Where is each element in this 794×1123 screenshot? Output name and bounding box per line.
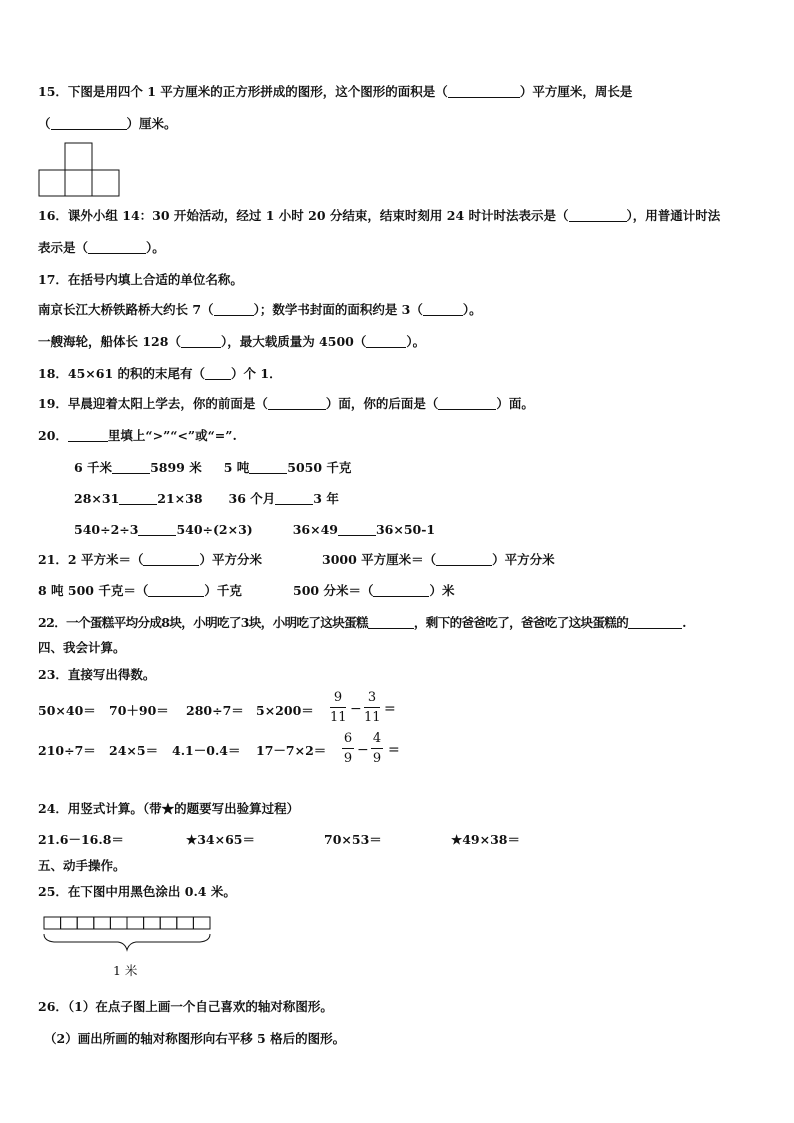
q23-equals-2: =: [388, 742, 400, 758]
q20-title-text: 里填上“>”“<”或“=”.: [107, 428, 237, 443]
q19-b: ）面，你的后面是（: [325, 396, 439, 411]
q15-open: （: [38, 116, 51, 131]
q22-c: .: [682, 615, 686, 630]
q20-r1c: 5 吨: [223, 460, 250, 475]
q23-r1-item1: 50×40＝: [38, 703, 96, 718]
q20-r2d: 3 年: [313, 491, 339, 506]
q17-bridge-unit-blank[interactable]: [214, 302, 254, 316]
q24-item3: 70×53＝: [324, 832, 382, 847]
ruler-cell[interactable]: [177, 917, 194, 929]
q22-b: ，剩下的爸爸吃了，爸爸吃了这块蛋糕的: [413, 615, 629, 630]
section-4-heading: 四、我会计算。: [38, 640, 126, 655]
q22-a: 22．一个蛋糕平均分成8块，小明吃了3块，小明吃了这块蛋糕: [38, 615, 368, 630]
frac-denominator: 9: [343, 751, 353, 766]
question-19: [38, 396, 534, 412]
q23-r2-item1: 210÷7＝: [38, 743, 96, 758]
q23-fraction-3-11: [364, 690, 380, 725]
q23-fraction-4-9: [371, 731, 383, 766]
q23-r1-item3: 280÷7＝: [186, 703, 244, 718]
q21-c2: ）千克: [204, 583, 242, 598]
q17-l2b: ），最大载质量为 4500（: [220, 334, 367, 349]
q21-c-blank[interactable]: [148, 583, 204, 597]
q20-r1-blank1[interactable]: [112, 460, 150, 474]
q17-l2a: 一艘海轮，船体长 128（: [38, 334, 181, 349]
frac-denominator: 11: [364, 710, 381, 725]
q23-fraction-9-11: [330, 690, 346, 725]
q20-num: 20．: [38, 428, 68, 443]
ruler-cell[interactable]: [94, 917, 111, 929]
q17-ship-length-blank[interactable]: [181, 334, 221, 348]
question-17-title: 17．在括号内填上合适的单位名称。: [38, 272, 243, 287]
question-21-d: [293, 583, 454, 599]
q19-back-blank[interactable]: [438, 396, 496, 410]
q16-mid: ），用普通计时法: [626, 208, 721, 223]
q18-b: ）个 1．: [231, 366, 282, 381]
question-15-line1: [38, 84, 632, 100]
question-18: [38, 366, 282, 382]
frac-numerator: 3: [367, 690, 377, 705]
q20-r1b: 5899 米: [150, 460, 202, 475]
q23-minus-2: −: [357, 742, 369, 758]
q20-r3-blank1[interactable]: [138, 522, 176, 536]
q23-minus-1: −: [350, 701, 362, 717]
question-21-c: [38, 583, 242, 599]
q17-book-unit-blank[interactable]: [423, 302, 463, 316]
q20-r2a: 28×31: [74, 491, 120, 506]
ruler-cell[interactable]: [127, 917, 144, 929]
q20-r1a: 6 千米: [74, 460, 113, 475]
ruler-label: 1 米: [113, 963, 138, 978]
frac-numerator: 9: [333, 690, 343, 705]
q20-r1-blank2[interactable]: [249, 460, 287, 474]
q20-r2-blank1[interactable]: [119, 491, 157, 505]
question-26-part1: 26．（1）在点子图上画一个自己喜欢的轴对称图形。: [38, 999, 333, 1014]
q17-l2c: ）。: [406, 334, 426, 349]
ruler-cell[interactable]: [144, 917, 161, 929]
q16-text: 16．课外小组 14：30 开始活动，经过 1 小时 20 分结束，结束时刻用 24 时计时法表示是（: [38, 208, 569, 223]
q20-r2c: 36 个月: [228, 491, 276, 506]
ruler-cell[interactable]: [44, 917, 61, 929]
q19-c: ）面。: [496, 396, 534, 411]
question-20-row2: [74, 491, 339, 507]
question-22: [38, 615, 686, 631]
question-17-line1: [38, 302, 482, 318]
q21-b-blank[interactable]: [436, 552, 492, 566]
q23-r1-item4: 5×200＝: [256, 703, 314, 718]
q23-r2-item4: 17－7×2＝: [256, 743, 327, 758]
q24-item2: ★34×65＝: [186, 832, 255, 847]
q15-end: ）厘米。: [126, 116, 177, 131]
q17-l1c: ）。: [462, 302, 482, 317]
q20-r3c: 36×49: [292, 522, 338, 537]
q18-a: 18．45×61 的积的末尾有（: [38, 366, 206, 381]
ruler-cell[interactable]: [77, 917, 94, 929]
frac-denominator: 9: [372, 751, 382, 766]
q23-r1-item2: 70＋90＝: [109, 703, 169, 718]
frac-numerator: 4: [372, 731, 382, 746]
question-21-a: [38, 552, 262, 568]
q20-r3a: 540÷2÷3: [74, 522, 139, 537]
q21-a2: ）平方分米: [199, 552, 262, 567]
brace: [44, 934, 210, 950]
frac-denominator: 11: [330, 710, 347, 725]
q16-start2: 表示是（: [38, 240, 89, 255]
q23-r2-item2: 24×5＝: [109, 743, 159, 758]
question-26-part2: （2）画出所画的轴对称图形向右平移 5 格后的图形。: [44, 1031, 346, 1046]
q20-r3d: 36×50-1: [375, 522, 436, 537]
ruler-cell[interactable]: [193, 917, 210, 929]
q23-fraction-6-9: [342, 731, 354, 766]
q20-r2-blank2[interactable]: [275, 491, 313, 505]
q16-24h-blank[interactable]: [569, 208, 627, 222]
ruler-cell[interactable]: [160, 917, 177, 929]
q21-c1: 8 吨 500 千克＝（: [38, 583, 149, 598]
q21-a1: 21．2 平方米＝（: [38, 552, 144, 567]
q20-r2b: 21×38: [157, 491, 203, 506]
q20-r3-blank2[interactable]: [338, 522, 376, 536]
question-17-line2: [38, 334, 425, 350]
ruler-cell[interactable]: [110, 917, 127, 929]
q22-blank1[interactable]: [368, 615, 414, 629]
q21-b1: 3000 平方厘米＝（: [322, 552, 437, 567]
q23-equals-1: =: [384, 701, 396, 717]
four-squares-figure: [38, 142, 122, 198]
question-23-title: 23．直接写出得数。: [38, 667, 156, 682]
q21-d1: 500 分米＝（: [293, 583, 374, 598]
q17-l1b: ）；数学书封面的面积约是 3（: [253, 302, 423, 317]
q24-item4: ★49×38＝: [451, 832, 520, 847]
q21-a-blank[interactable]: [143, 552, 199, 566]
q20-title-blank: [68, 428, 108, 442]
q20-r3b: 540÷(2×3): [176, 522, 253, 537]
ruler-cell[interactable]: [61, 917, 78, 929]
q21-d-blank[interactable]: [373, 583, 429, 597]
q16-12h-blank[interactable]: [88, 240, 146, 254]
q21-b2: ）平方分米: [492, 552, 555, 567]
q15-area-blank[interactable]: [448, 84, 520, 98]
q17-l1a: 南京长江大桥铁路桥大约长 7（: [38, 302, 214, 317]
question-16-line2: [38, 240, 165, 256]
section-5-heading: 五、动手操作。: [38, 858, 126, 873]
q18-blank[interactable]: [205, 366, 231, 380]
q17-ship-load-blank[interactable]: [366, 334, 406, 348]
q21-d2: ）米: [429, 583, 455, 598]
question-24-title: 24．用竖式计算。（带★的题要写出验算过程）: [38, 801, 300, 816]
question-20-row1: [74, 460, 351, 476]
question-16-line1: [38, 208, 720, 224]
q19-a: 19．早晨迎着太阳上学去，你的前面是（: [38, 396, 268, 411]
question-25-title: 25．在下图中用黑色涂出 0.4 米。: [38, 884, 236, 899]
q16-end: ）。: [146, 240, 165, 255]
q20-r1d: 5050 千克: [287, 460, 352, 475]
frac-numerator: 6: [343, 731, 353, 746]
q15-text: 15．下图是用四个 1 平方厘米的正方形拼成的图形，这个图形的面积是（: [38, 84, 448, 99]
q23-r2-item3: 4.1－0.4＝: [172, 743, 241, 758]
q19-front-blank[interactable]: [268, 396, 326, 410]
q22-blank2[interactable]: [628, 615, 682, 629]
q15-perimeter-blank[interactable]: [51, 116, 127, 130]
q15-mid: ）平方厘米，周长是: [519, 84, 633, 99]
question-20-title: [38, 428, 237, 444]
meter-ruler-figure: [40, 914, 218, 956]
question-20-row3: [74, 522, 435, 538]
question-21-b: [322, 552, 555, 568]
question-15-line2: [38, 116, 177, 132]
q24-item1: 21.6－16.8＝: [38, 832, 124, 847]
